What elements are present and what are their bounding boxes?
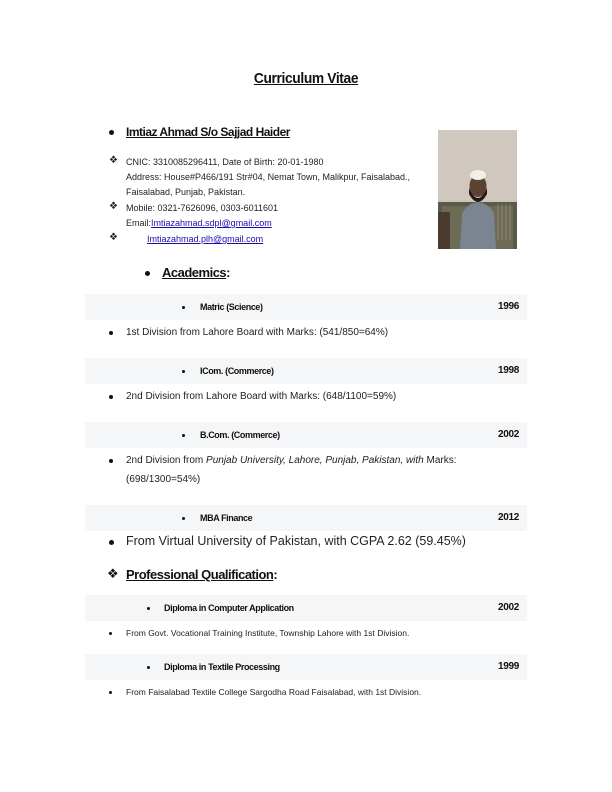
academic-row-mba bbox=[85, 505, 527, 531]
academic-row-bcom bbox=[85, 422, 527, 448]
degree-detail: 1st Division from Lahore Board with Marks: (541/850=64%) bbox=[126, 327, 389, 338]
professional-heading-text: Professional Qualification bbox=[126, 567, 274, 582]
degree-year: 2002 bbox=[497, 429, 519, 440]
bullet-icon bbox=[145, 271, 150, 276]
person-photo-icon bbox=[438, 130, 517, 249]
qualification-year: 2002 bbox=[497, 602, 519, 613]
detail-suffix: Marks: bbox=[423, 455, 457, 466]
bullet-icon bbox=[147, 607, 150, 610]
degree-name: ICom. (Commerce) bbox=[200, 366, 274, 376]
qualification-row-computer bbox=[85, 595, 527, 621]
professional-heading-colon: : bbox=[273, 567, 278, 582]
academics-heading bbox=[162, 265, 230, 280]
bullet-icon bbox=[182, 517, 185, 520]
professional-heading bbox=[126, 567, 277, 582]
email-secondary-link[interactable]: Imtiazahmad.plh@gmail.com bbox=[147, 234, 264, 244]
degree-detail: From Virtual University of Pakistan, with CGPA 2.62 (59.45%) bbox=[126, 534, 466, 548]
academics-heading-colon: : bbox=[226, 265, 230, 280]
bullet-icon bbox=[182, 370, 185, 373]
bullet-icon bbox=[182, 434, 185, 437]
degree-detail: 2nd Division from Lahore Board with Marks: (648/1100=59%) bbox=[126, 391, 397, 402]
qualification-detail: From Faisalabad Textile College Sargodha Road Faisalabad, with 1st Division. bbox=[126, 687, 422, 697]
qualification-row-textile bbox=[85, 654, 527, 680]
academic-row-matric bbox=[85, 294, 527, 320]
email-primary-link[interactable]: Imtiazahmad.sdpl@gmail.com bbox=[151, 218, 272, 228]
qualification-detail: From Govt. Vocational Training Institute, Township Lahore with 1st Division. bbox=[126, 628, 410, 638]
profile-photo bbox=[438, 130, 517, 249]
qualification-name: Diploma in Textile Processing bbox=[164, 662, 280, 672]
email-label: Email: bbox=[126, 218, 152, 228]
candidate-name: Imtiaz Ahmad S/o Sajjad Haider bbox=[126, 125, 290, 139]
academic-row-icom bbox=[85, 358, 527, 384]
bullet-icon bbox=[147, 666, 150, 669]
degree-detail-line-2: (698/1300=54%) bbox=[126, 474, 201, 485]
bullet-icon bbox=[109, 130, 114, 135]
diamond-bullet-icon: ❖ bbox=[109, 155, 118, 166]
mobile-numbers: Mobile: 0321-7626096, 0303-6011601 bbox=[126, 203, 278, 213]
bullet-icon bbox=[109, 632, 112, 635]
diamond-bullet-icon: ❖ bbox=[107, 566, 119, 581]
detail-institution: Punjab University, Lahore, Punjab, Pakistan, with bbox=[206, 455, 424, 466]
bullet-icon bbox=[109, 540, 114, 545]
qualification-year: 1999 bbox=[497, 661, 519, 672]
degree-name: B.Com. (Commerce) bbox=[200, 430, 280, 440]
degree-year: 1998 bbox=[497, 365, 519, 376]
qualification-name: Diploma in Computer Application bbox=[164, 603, 294, 613]
email-row bbox=[126, 216, 272, 232]
address-line-1: Address: House#P466/191 Str#04, Nemat Town, Malikpur, Faisalabad., bbox=[126, 172, 410, 182]
degree-year: 1996 bbox=[497, 301, 519, 312]
degree-name: Matric (Science) bbox=[200, 302, 263, 312]
bullet-icon bbox=[109, 459, 113, 463]
degree-detail bbox=[126, 455, 457, 466]
address-line-2: Faisalabad, Punjab, Pakistan. bbox=[126, 187, 246, 197]
diamond-bullet-icon: ❖ bbox=[109, 232, 118, 243]
degree-name: MBA Finance bbox=[200, 513, 253, 523]
degree-year: 2012 bbox=[497, 512, 519, 523]
bullet-icon bbox=[182, 306, 185, 309]
detail-prefix: 2nd Division from bbox=[126, 455, 207, 466]
bullet-icon bbox=[109, 691, 112, 694]
bullet-icon bbox=[109, 331, 113, 335]
page-title: Curriculum Vitae bbox=[253, 70, 359, 87]
bullet-icon bbox=[109, 395, 113, 399]
diamond-bullet-icon: ❖ bbox=[109, 201, 118, 212]
cnic-dob: CNIC: 3310085296411, Date of Birth: 20-01-1980 bbox=[126, 157, 324, 167]
academics-heading-text: Academics bbox=[162, 265, 227, 280]
